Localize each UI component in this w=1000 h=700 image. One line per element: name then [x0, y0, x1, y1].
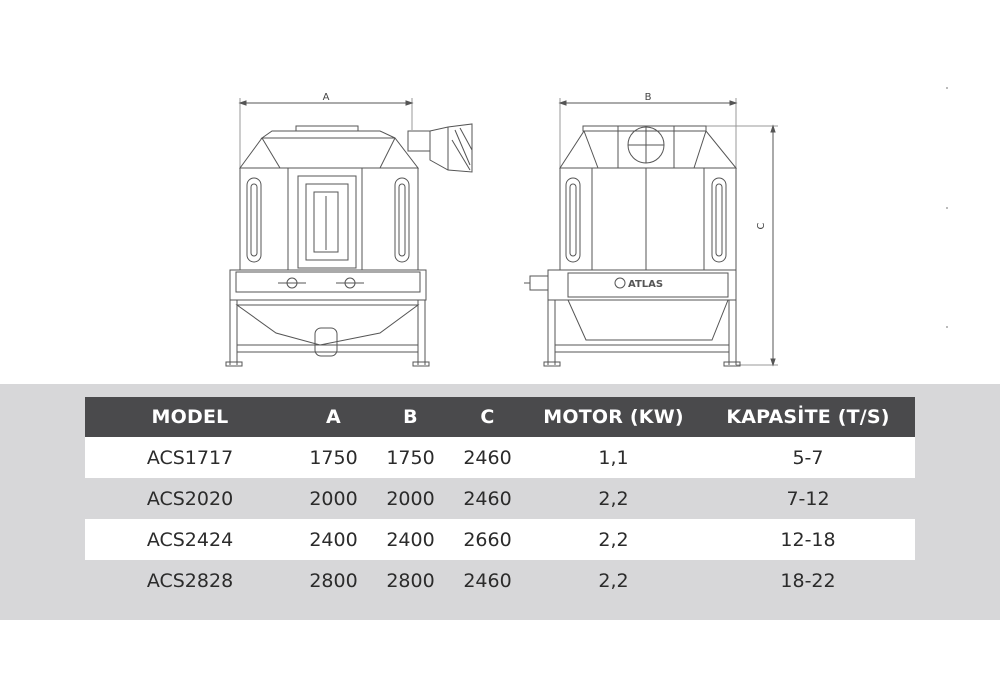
cell-a: 2000: [295, 478, 372, 519]
specification-table: [85, 397, 915, 601]
dimension-label-b: B: [644, 92, 652, 103]
cell-a: 1750: [295, 437, 372, 478]
cell-model: ACS2424: [85, 519, 295, 560]
header-c: C: [449, 397, 526, 437]
table-row: [85, 437, 915, 478]
dimension-label-a: A: [322, 92, 330, 103]
cell-a: 2400: [295, 519, 372, 560]
cell-motor: 2,2: [526, 560, 701, 601]
cell-b: 2000: [372, 478, 449, 519]
front-view-drawing: [226, 98, 472, 366]
table-header-row: [85, 397, 915, 437]
table-row: [85, 560, 915, 601]
cell-b: 1750: [372, 437, 449, 478]
cell-b: 2800: [372, 560, 449, 601]
cell-motor: 2,2: [526, 478, 701, 519]
table-row: [85, 478, 915, 519]
cell-model: ACS1717: [85, 437, 295, 478]
cell-motor: 1,1: [526, 437, 701, 478]
cell-capacity: 12-18: [701, 519, 915, 560]
cell-capacity: 7-12: [701, 478, 915, 519]
header-capacity: KAPASİTE (T/S): [701, 397, 915, 437]
cell-capacity: 5-7: [701, 437, 915, 478]
cell-c: 2660: [449, 519, 526, 560]
cell-capacity: 18-22: [701, 560, 915, 601]
header-motor: MOTOR (KW): [526, 397, 701, 437]
edge-tick-mark: [946, 326, 948, 328]
dimension-label-c: C: [756, 222, 767, 230]
edge-tick-mark: [946, 87, 948, 89]
cell-c: 2460: [449, 437, 526, 478]
cell-model: ACS2828: [85, 560, 295, 601]
header-model: MODEL: [85, 397, 295, 437]
cell-a: 2800: [295, 560, 372, 601]
bottom-margin: [0, 620, 1000, 700]
atlas-logo: [615, 278, 663, 290]
side-view-drawing: [524, 98, 778, 366]
cell-b: 2400: [372, 519, 449, 560]
edge-tick-mark: [946, 207, 948, 209]
header-b: B: [372, 397, 449, 437]
table-row: [85, 519, 915, 560]
cell-motor: 2,2: [526, 519, 701, 560]
cell-c: 2460: [449, 560, 526, 601]
header-a: A: [295, 397, 372, 437]
atlas-brand-text: ATLAS: [628, 279, 664, 290]
cell-model: ACS2020: [85, 478, 295, 519]
cell-c: 2460: [449, 478, 526, 519]
